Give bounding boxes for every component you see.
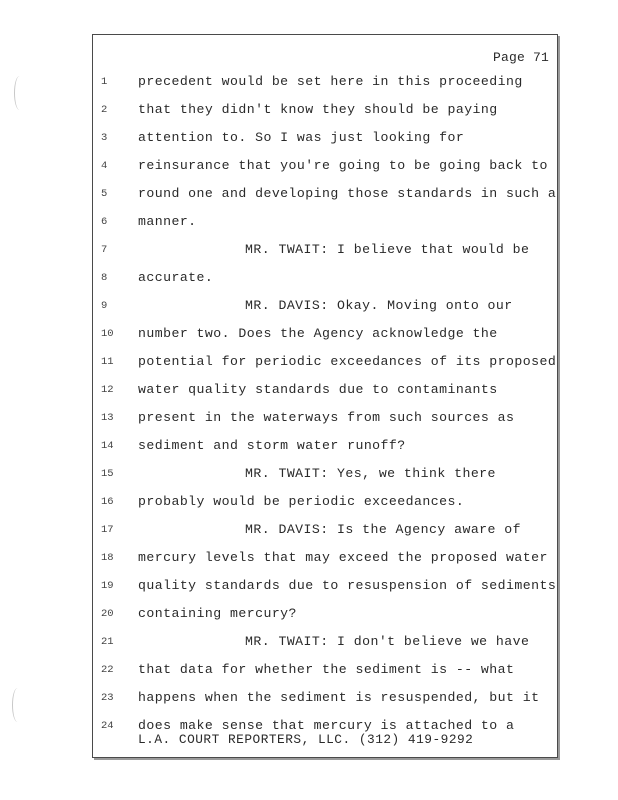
transcript-lines [93, 68, 557, 740]
transcript-line [93, 96, 557, 124]
line-number: 10 [101, 328, 114, 340]
line-number: 16 [101, 496, 114, 508]
line-text: number two. Does the Agency acknowledge the [138, 326, 498, 341]
line-number: 8 [101, 272, 108, 284]
line-number: 24 [101, 720, 114, 732]
binder-hole-mark-top [14, 76, 25, 110]
line-text: present in the waterways from such sources as [138, 410, 515, 425]
line-text: attention to. So I was just looking for [138, 130, 465, 145]
line-number: 18 [101, 552, 114, 564]
transcript-line [93, 152, 557, 180]
line-number: 12 [101, 384, 114, 396]
transcript-line [93, 376, 557, 404]
line-text: that data for whether the sediment is -- what [138, 662, 515, 677]
transcript-line [93, 320, 557, 348]
line-text: mercury levels that may exceed the proposed water [138, 550, 548, 565]
transcript-line [93, 516, 557, 544]
transcript-line [93, 68, 557, 96]
line-number: 21 [101, 636, 114, 648]
line-number: 22 [101, 664, 114, 676]
line-text: MR. TWAIT: I believe that would be [245, 242, 530, 257]
line-number: 23 [101, 692, 114, 704]
transcript-line [93, 628, 557, 656]
line-text: MR. TWAIT: I don't believe we have [245, 634, 530, 649]
line-number: 13 [101, 412, 114, 424]
line-number: 4 [101, 160, 108, 172]
transcript-line [93, 600, 557, 628]
line-number: 15 [101, 468, 114, 480]
line-text: MR. TWAIT: Yes, we think there [245, 466, 496, 481]
line-text: manner. [138, 214, 197, 229]
transcript-line [93, 432, 557, 460]
line-text: that they didn't know they should be paying [138, 102, 498, 117]
line-text: reinsurance that you're going to be going back to [138, 158, 548, 173]
binder-hole-mark-bottom [12, 688, 23, 722]
line-text: probably would be periodic exceedances. [138, 494, 465, 509]
line-number: 6 [101, 216, 108, 228]
transcript-line [93, 292, 557, 320]
line-number: 20 [101, 608, 114, 620]
line-number: 1 [101, 76, 108, 88]
transcript-line [93, 208, 557, 236]
transcript-line [93, 488, 557, 516]
line-text: accurate. [138, 270, 214, 285]
transcript-line [93, 124, 557, 152]
line-text: sediment and storm water runoff? [138, 438, 406, 453]
line-text: potential for periodic exceedances of its proposed [138, 354, 557, 369]
transcript-line [93, 348, 557, 376]
line-number: 9 [101, 300, 108, 312]
transcript-line [93, 544, 557, 572]
line-text: round one and developing those standards in such a [138, 186, 557, 201]
line-number: 19 [101, 580, 114, 592]
line-text: does make sense that mercury is attached to a [138, 718, 515, 733]
line-text: happens when the sediment is resuspended, but it [138, 690, 540, 705]
transcript-line [93, 684, 557, 712]
line-text: MR. DAVIS: Is the Agency aware of [245, 522, 522, 537]
line-text: precedent would be set here in this proceeding [138, 74, 523, 89]
transcript-line [93, 656, 557, 684]
transcript-line [93, 236, 557, 264]
line-text: containing mercury? [138, 606, 297, 621]
transcript-line [93, 264, 557, 292]
transcript-line [93, 404, 557, 432]
line-number: 17 [101, 524, 114, 536]
line-text: MR. DAVIS: Okay. Moving onto our [245, 298, 513, 313]
page-number: Page 71 [492, 50, 549, 65]
transcript-line [93, 572, 557, 600]
line-number: 2 [101, 104, 108, 116]
transcript-line [93, 460, 557, 488]
court-reporter-footer: L.A. COURT REPORTERS, LLC. (312) 419-9292 [138, 732, 474, 747]
line-text: quality standards due to resuspension of sediments [138, 578, 557, 593]
line-number: 7 [101, 244, 108, 256]
line-number: 11 [101, 356, 114, 368]
line-text: water quality standards due to contaminants [138, 382, 498, 397]
line-number: 14 [101, 440, 114, 452]
transcript-page [92, 34, 558, 758]
transcript-line [93, 180, 557, 208]
line-number: 3 [101, 132, 108, 144]
line-number: 5 [101, 188, 108, 200]
